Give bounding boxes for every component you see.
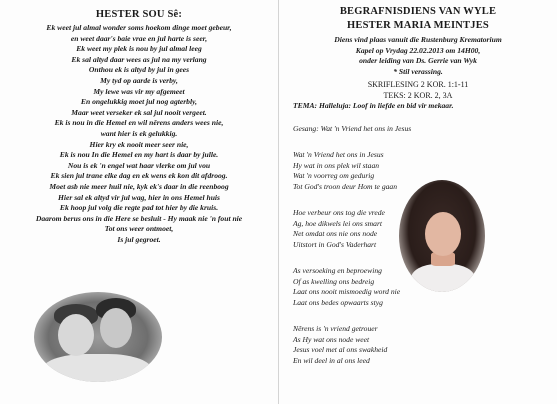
poem-line: want hier is ek gelukkig.: [100, 128, 178, 138]
tema-text: TEMA: Halleluja: Loof in liefde en bid vir mekaar.: [293, 101, 454, 110]
poem-line: Is jul gegroet.: [117, 234, 161, 244]
hymn-stanza-3: [293, 266, 400, 308]
photo-face-shape: [425, 212, 461, 256]
hymn-line: As versoeking en beproewing: [293, 266, 382, 275]
poem-line: Onthou ek is altyd by jul in gees: [88, 65, 190, 75]
poem-line: Hier kry ek nooit meer seer nie,: [89, 139, 189, 149]
hymn-stanza-4: [293, 324, 387, 366]
poem-line: My tyd op aarde is verby,: [100, 75, 178, 85]
deceased-name: HESTER MARIA MEINTJES: [347, 20, 489, 31]
hymn-line: Ag, hoe dikwels lei ons smart: [293, 218, 383, 228]
left-page: [0, 0, 278, 404]
reading-line: SKRIFLESING 2 KOR. 1:1-11: [367, 80, 469, 89]
hymn-line: Nêrens is 'n vriend getrouer: [293, 324, 378, 333]
poem-line: Ek weet my plek is nou by jul almal leeg: [76, 44, 202, 54]
poem-line: My lewe was vir my afgemeet: [93, 86, 185, 96]
poem-line: Ek is nou in die Hemel en wil nêrens anders wees nie,: [54, 118, 224, 128]
hymn-line: Hy wat in ons plek wil staan: [293, 160, 380, 170]
hymn-line: As Hy wat ons node weet: [293, 334, 370, 344]
poem-line: Nou is ek 'n engel wat haar vlerke om jul vou: [67, 160, 211, 170]
poem-line: Daarom berus ons in die Here se besluit - Hy maak nie 'n fout nie: [35, 213, 243, 223]
poem-text: [0, 23, 278, 245]
photo-face-shape: [100, 308, 132, 348]
poem-line: Moet asb nie meer huil nie, kyk ek's daar in die reenboog: [49, 181, 229, 191]
photo-body-shape: [411, 264, 475, 292]
reading-line: TEKS: 2 KOR. 2, 3A: [383, 90, 453, 100]
hymn-stanza-2: [293, 208, 385, 250]
hymn-line: Of as kwelling ons bedreig: [293, 276, 375, 286]
poem-line: Ek is nou In die Hemel en my hart is daar by julle.: [59, 150, 219, 160]
service-line: Diens vind plaas vanuit die Rustenburg Krematorium: [334, 35, 502, 44]
hymn-line: En wil deel in al ons leed: [293, 355, 370, 365]
hymn-line: Wat 'n voorreg om gedurig: [293, 171, 375, 181]
hymn-line: Laat ons bedes opwaarts styg: [293, 297, 383, 307]
portrait-photo: [399, 180, 485, 292]
hymn-stanza-1: [293, 150, 397, 192]
couple-photo: [34, 292, 162, 382]
poem-line: En ongelukkig moet jul nog agterbly,: [80, 97, 198, 107]
poem-line: Tot ons weer ontmoet,: [104, 224, 174, 234]
hymn-line: Wat 'n Vriend het ons in Jesus: [293, 150, 384, 159]
hymn-heading: [293, 124, 411, 135]
poem-title: HESTER SOU Sê:: [95, 9, 183, 20]
poem-line: Ek sal altyd daar wees as jul na my verlang: [71, 54, 207, 64]
poem-line: Ek hoop jul volg die regte pad tot hier by die kruis.: [59, 203, 219, 213]
service-line: * Stil verassing.: [393, 66, 443, 76]
hymn-line: Laat ons nooit mismoedig word nie: [293, 287, 401, 297]
photo-body-shape: [42, 354, 152, 382]
hymn-line: Jesus voel met al ons swakheid: [293, 345, 388, 355]
service-line: onder leiding van Ds. Gerrie van Wyk: [359, 56, 477, 66]
service-details: [279, 35, 557, 77]
poem-line: Ek sien jul trane elke dag en ek wens ek kon dit afdroog.: [50, 171, 228, 181]
tema-line: [293, 101, 454, 112]
service-line: Kapel op Vrydag 22.02.2013 om 14H00,: [355, 45, 481, 55]
scripture-readings: [279, 80, 557, 101]
hymn-line: Tot God's troon deur Hom te gaan: [293, 181, 398, 191]
poem-line: Hier sal ek altyd vir jul wag, hier in ons Hemel huis: [57, 192, 221, 202]
hymn-line: Hoe verbeur ons tog die vrede: [293, 208, 385, 217]
poem-line: en weet daar's baie vrae en jul harte is seer,: [70, 33, 208, 43]
poem-line: Ek weet jul almal wonder soms hoekom dinge moet gebeur,: [46, 23, 232, 32]
photo-face-shape: [58, 314, 94, 356]
hymn-heading-text: Gesang: Wat 'n Vriend het ons in Jesus: [293, 124, 412, 133]
service-title: BEGRAFNISDIENS VAN WYLE: [339, 6, 497, 17]
hymn-line: Uitstort in God's Vaderhart: [293, 239, 377, 249]
poem-line: Maar weet verseker ek sal jul nooit vergeet.: [71, 107, 207, 117]
hymn-line: Net omdat ons nie ons node: [293, 229, 378, 239]
